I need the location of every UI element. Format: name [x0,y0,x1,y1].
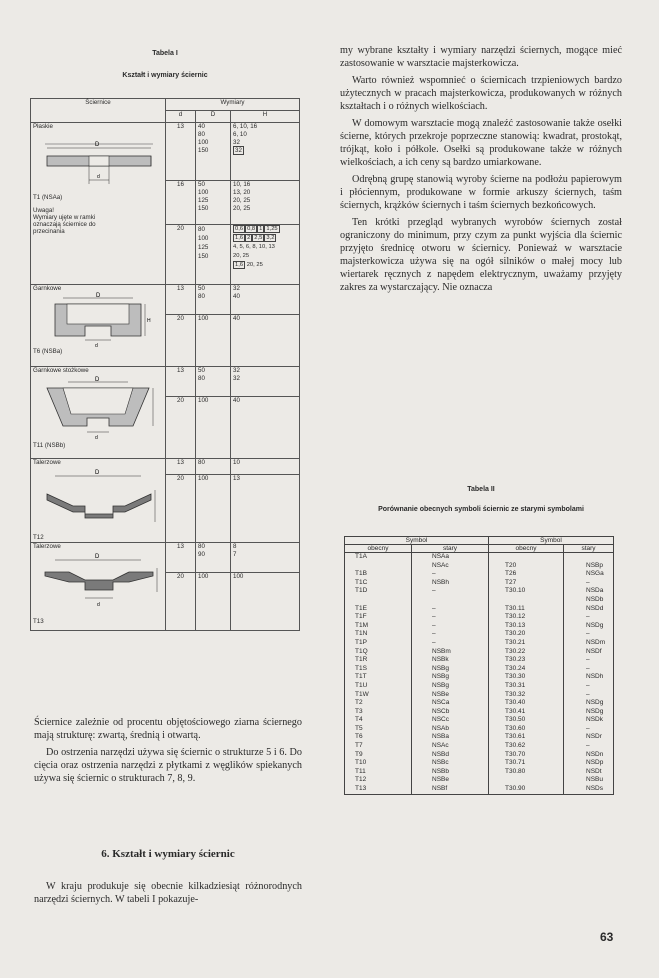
table1-header-dims: Wymiary [166,99,300,111]
svg-text:D: D [95,470,100,476]
old-symbol-cell: – [412,570,489,579]
table1-group-talerzowe-t12: Talerzowe D T12 [31,459,166,543]
old-symbol-cell: NSDg [564,708,614,717]
current-symbol-cell: T2 [345,699,412,708]
table-row [345,733,614,742]
table-row [345,725,614,734]
tapered-cup-wheel-diagram [33,374,158,442]
old-symbol-cell: – [412,639,489,648]
table-row [345,570,614,579]
table1-header-H: H [231,111,300,123]
current-symbol-cell: T30.80 [489,768,564,777]
current-symbol-cell [345,596,412,605]
current-symbol-cell: T30.12 [489,613,564,622]
current-symbol-cell [345,562,412,571]
table-row [345,673,614,682]
table-row [345,656,614,665]
table1-group-garnkowe-stozkowe: Garnkowe stożkowe D d T11 (NSBb) [31,367,166,459]
svg-text:d: d [97,174,100,180]
table1-title: Kształt i wymiary ściernic [122,72,208,79]
table-cell-H: 6, 10, 16 6, 10 32 32 [231,123,300,181]
old-symbol-cell: NSBe [412,691,489,700]
old-symbol-cell: NSBd [412,751,489,760]
old-symbol-cell: – [564,742,614,751]
table1-header-D: D [196,111,231,123]
old-symbol-cell: NSDg [564,622,614,631]
svg-text:d: d [95,343,98,348]
current-symbol-cell: T30.20 [489,630,564,639]
current-symbol-cell: T30.62 [489,742,564,751]
current-symbol-cell: T30.13 [489,622,564,631]
table1-group-plaskie [31,123,166,285]
current-symbol-cell: T1R [345,656,412,665]
table-row [345,716,614,725]
old-symbol-cell: NSDh [564,673,614,682]
current-symbol-cell: T30.41 [489,708,564,717]
paragraph: Warto również wspomnieć o ściernicach trzpieniowych bardzo użytecznych w pracach majsterkowicza, produkowanych w różnych kształtach i o różnych wielkościach. [340,75,622,112]
old-symbol-cell: NSDr [564,733,614,742]
current-symbol-cell: T30.23 [489,656,564,665]
paragraph: Ten krótki przegląd wybranych wyrobów ściernych został ograniczony do minimum, przy czym za punkt wyjścia dla ściernic przyjęto średnicę otworu w ściernicy. Ponieważ w warsztacie majsterkowicza używa się na ogół silników o małej mocy lub wiertarek ręcznych z napędem elektrycznym, uważamy przyjęty zakres za wystarczający. Nie oznacza [340,217,622,293]
old-symbol-cell: NSBg [412,673,489,682]
old-symbol-cell: – [564,691,614,700]
current-symbol-cell: T30.30 [489,673,564,682]
table-row [345,630,614,639]
current-symbol-cell: T30.32 [489,691,564,700]
svg-text:d: d [97,602,100,608]
old-symbol-cell: NSDb [564,596,614,605]
left-body-text-end: W kraju produkuje się obecnie kilkadziesiąt różnorodnych narzędzi ściernych. W tabeli I pokazuje- [34,881,302,905]
old-symbol-cell: NSBf [412,785,489,794]
current-symbol-cell: T10 [345,759,412,768]
current-symbol-cell: T30.40 [489,699,564,708]
old-symbol-cell: NSBa [412,733,489,742]
current-symbol-cell: T1T [345,673,412,682]
table2-title: Porównanie obecnych symboli ściernic ze starymi symbolami [378,506,584,513]
old-symbol-cell: NSBh [412,579,489,588]
old-symbol-cell: – [412,622,489,631]
old-symbol-cell: NSDf [564,648,614,657]
dish-wheel-diagram [33,466,158,534]
table-cell-d: 13 [166,123,196,181]
table1: Ściernice Wymiary d D H Płaskie D d T1 (NSAa) Uwaga! Wymiary ujęte w ramki oznaczają ściernice do przecinania 13 40 80 100 150 6, 10, 16 6, 10 32 32 16 50 100 125 150 10, 16 13, 20 20, 25 20, 25 20 80 100 125 150 0,6 0,8 1 1,25 1,6 2 2,5 3,2 4, 5, 6, 8, 10, 13 20, 25 1,6 20, 25 Garnkowe D d H T6 (NSBa) 13 50 80 32 40 20 100 40 Garnkowe stożkowe D d T11 (NSBb) 13 50 80 32 32 20 100 40 Talerzowe D T12 13 80 10 20 100 13 Talerzowe D d T13 13 80 90 8 7 20 100 100 [30,98,300,631]
table-row [345,553,614,562]
old-symbol-cell: NSDa [564,587,614,596]
type-label: T1 (NSAa) [33,194,63,201]
current-symbol-cell: T30.22 [489,648,564,657]
table2-header-symbol: Symbol [489,537,614,545]
current-symbol-cell: T1N [345,630,412,639]
old-symbol-cell: – [564,725,614,734]
old-symbol-cell: NSDn [564,751,614,760]
old-symbol-cell: NSDg [564,699,614,708]
old-symbol-cell: – [564,682,614,691]
current-symbol-cell: T30.11 [489,605,564,614]
old-symbol-cell: NSBc [412,759,489,768]
svg-text:d: d [95,435,98,441]
table-row [345,691,614,700]
current-symbol-cell: T1M [345,622,412,631]
svg-text:D: D [95,554,100,560]
svg-text:H: H [147,318,151,324]
old-symbol-cell: NSBg [412,682,489,691]
old-symbol-cell: NSDs [564,785,614,794]
current-symbol-cell: T1C [345,579,412,588]
current-symbol-cell: T13 [345,785,412,794]
table-row [345,776,614,785]
old-symbol-cell: NSBm [412,648,489,657]
old-symbol-cell: NSCa [412,699,489,708]
current-symbol-cell: T6 [345,733,412,742]
old-symbol-cell: NSGa [564,570,614,579]
old-symbol-cell: – [412,630,489,639]
table1-group-talerzowe-t13: Talerzowe D d T13 [31,543,166,631]
right-body-text [340,44,622,298]
old-symbol-cell: NSBe [412,776,489,785]
table-row [345,613,614,622]
table-row [345,665,614,674]
old-symbol-cell: NSCc [412,716,489,725]
table-row [345,605,614,614]
current-symbol-cell: T1E [345,605,412,614]
old-symbol-cell: NSBg [412,665,489,674]
current-symbol-cell: T30.50 [489,716,564,725]
old-symbol-cell: NSBk [412,656,489,665]
table-row [345,751,614,760]
table-row [345,579,614,588]
flat-wheel-diagram [33,134,158,194]
old-symbol-cell: – [564,630,614,639]
table-row [345,768,614,777]
current-symbol-cell: T5 [345,725,412,734]
current-symbol-cell: T9 [345,751,412,760]
table-row [345,759,614,768]
old-symbol-cell: – [412,613,489,622]
table2-header-current: obecny [345,545,412,553]
current-symbol-cell: T30.90 [489,785,564,794]
current-symbol-cell: T12 [345,776,412,785]
dish-wheel-2-diagram [33,550,158,618]
current-symbol-cell: T30.70 [489,751,564,760]
current-symbol-cell: T30.61 [489,733,564,742]
page-number: 63 [600,930,614,944]
section-heading: 6. Kształt i wymiary ściernic [101,848,235,860]
current-symbol-cell: T1U [345,682,412,691]
current-symbol-cell [489,776,564,785]
table1-group-garnkowe: Garnkowe D d H T6 (NSBa) [31,285,166,367]
table-row [345,742,614,751]
current-symbol-cell: T4 [345,716,412,725]
current-symbol-cell: T30.71 [489,759,564,768]
current-symbol-cell: T20 [489,562,564,571]
current-symbol-cell: T30.21 [489,639,564,648]
current-symbol-cell: T26 [489,570,564,579]
table-row [345,622,614,631]
current-symbol-cell: T1D [345,587,412,596]
old-symbol-cell: NSBu [564,776,614,785]
current-symbol-cell: T11 [345,768,412,777]
current-symbol-cell [489,553,564,562]
old-symbol-cell: NSDk [564,716,614,725]
old-symbol-cell: NSAb [412,725,489,734]
paragraph: Do ostrzenia narzędzi używa się ściernic o strukturze 5 i 6. Do cięcia oraz ostrzenia narzędzi z płytkami z węglików spiekanych używa się ściernic o strukturach 7, 8, 9. [34,747,302,784]
paragraph: Ściernice zależnie od procentu objętościowego ziarna ściernego mają strukturę: zwartą, średnią i otwartą. [34,717,302,741]
table-row [345,682,614,691]
table1-label: Tabela I [152,50,178,57]
table-row [345,708,614,717]
left-body-text [34,716,302,789]
old-symbol-cell: – [564,665,614,674]
old-symbol-cell: – [412,587,489,596]
current-symbol-cell: T30.31 [489,682,564,691]
current-symbol-cell: T1W [345,691,412,700]
table-row [345,587,614,596]
table1-note: Uwaga! Wymiary ujęte w ramki oznaczają ściernice do przecinania [33,207,96,235]
svg-text:D: D [95,377,100,383]
current-symbol-cell: T1S [345,665,412,674]
table1-header-d: d [166,111,196,123]
current-symbol-cell: T7 [345,742,412,751]
old-symbol-cell: NSDt [564,768,614,777]
old-symbol-cell: – [412,605,489,614]
paragraph: my wybrane kształty i wymiary narzędzi ściernych, mogące mieć zastosowanie w warsztacie majsterkowicza. [340,45,622,69]
current-symbol-cell: T30.60 [489,725,564,734]
table-row [345,648,614,657]
table-row [345,596,614,605]
current-symbol-cell: T3 [345,708,412,717]
table2-header-symbol: Symbol [345,537,489,545]
boxed-value: 32 [235,147,242,154]
old-symbol-cell [412,596,489,605]
table-row [345,562,614,571]
old-symbol-cell: NSCb [412,708,489,717]
table1-header-wheel: Ściernice [31,99,166,123]
table2-label: Tabela II [467,486,495,493]
table-row [345,785,614,794]
paragraph: W domowym warsztacie mogą znaleźć zastosowanie także osełki ścierne, których przekroje poprzeczne stanowią: kwadrat, prostokąt, trójkąt, koło i półkole. Osełki są produkowane także w różnych wielkościach, a ich ceny są bardzo umiarkowane. [340,118,622,168]
old-symbol-cell: NSDd [564,605,614,614]
current-symbol-cell: T1A [345,553,412,562]
table2 [344,536,614,795]
diagram-label-D: D [95,142,100,148]
table2-header-old: stary [564,545,614,553]
paragraph: Odrębną grupę stanowią wyroby ścierne na podłożu papierowym i płóciennym, produkowane w formie arkuszy ściernych, taśm ściernych, krążków ściernych i taśm ściernych bezkońcowych. [340,174,622,211]
current-symbol-cell: T1B [345,570,412,579]
old-symbol-cell: NSBp [564,562,614,571]
table-row [345,639,614,648]
current-symbol-cell: T1Q [345,648,412,657]
current-symbol-cell [489,596,564,605]
old-symbol-cell: – [564,613,614,622]
table2-body [345,553,614,795]
current-symbol-cell: T27 [489,579,564,588]
old-symbol-cell: NSAa [412,553,489,562]
svg-text:D: D [96,293,101,299]
table-cell-D: 40 80 100 150 [196,123,231,181]
group-name: Płaskie [33,123,53,130]
current-symbol-cell: T30.10 [489,587,564,596]
old-symbol-cell: NSBb [412,768,489,777]
current-symbol-cell: T1P [345,639,412,648]
old-symbol-cell: – [564,656,614,665]
old-symbol-cell: NSAc [412,742,489,751]
old-symbol-cell: NSAc [412,562,489,571]
old-symbol-cell: NSDp [564,759,614,768]
table-row [345,699,614,708]
table2-header-current: obecny [489,545,564,553]
current-symbol-cell: T30.24 [489,665,564,674]
current-symbol-cell: T1F [345,613,412,622]
old-symbol-cell: NSDm [564,639,614,648]
old-symbol-cell: – [564,579,614,588]
old-symbol-cell [564,553,614,562]
table2-header-old: stary [412,545,489,553]
cup-wheel-diagram [33,292,158,348]
